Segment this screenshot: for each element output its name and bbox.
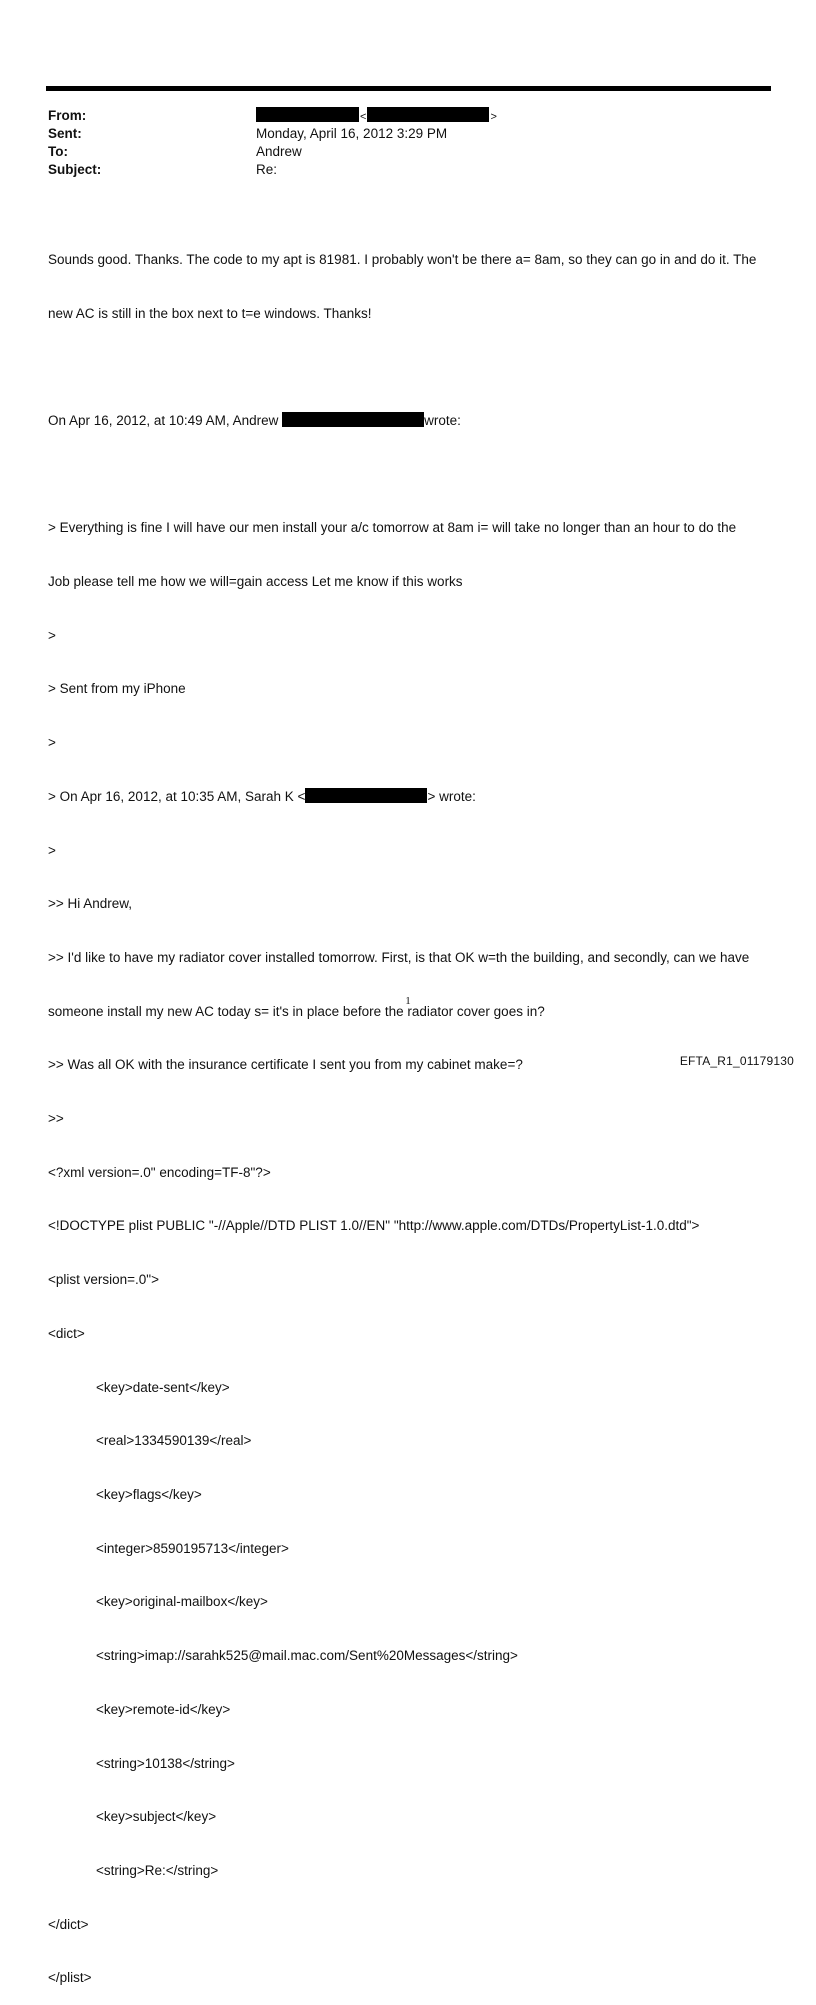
quoted-line: Job please tell me how we will=gain access Let me know if this works — [48, 574, 463, 590]
page-number: 1 — [405, 995, 411, 1007]
to-label: To: — [48, 144, 68, 159]
body-text-line: Sounds good. Thanks. The code to my apt is 81981. I probably won't be there a= 8am, so they can go in and do it. The — [48, 251, 757, 267]
xml-dict-line: <key>subject</key> — [96, 1809, 217, 1825]
xml-dict-line: <string>Re:</string> — [96, 1862, 219, 1878]
from-gt: > — [490, 111, 497, 123]
quoted-line: > — [48, 735, 56, 751]
redaction-box — [305, 788, 427, 803]
quoted-line: > Sent from my iPhone — [48, 681, 186, 697]
quoted-line: >> Hi Andrew, — [48, 896, 133, 912]
from-value — [256, 107, 498, 126]
quoted-line: > — [48, 627, 56, 643]
quote-intro-prefix: On Apr 16, 2012, at 10:49 AM, Andrew — [48, 412, 279, 428]
from-label: From: — [48, 108, 87, 123]
quoted-line: > Everything is fine I will have our men install your a/c tomorrow at 8am i= will take no longer than an hour to do the — [48, 520, 737, 536]
quoted-line: >> — [48, 1111, 64, 1127]
subject-value: Re: — [256, 162, 278, 177]
quoted-line: someone install my new AC today s= it's in place before the radiator cover goes in? — [48, 1003, 545, 1019]
xml-dict-line: <key>original-mailbox</key> — [96, 1594, 268, 1610]
xml-dict-line: <string>imap://sarahk525@mail.mac.com/Sent%20Messages</string> — [96, 1648, 518, 1664]
from-lt: < — [360, 111, 367, 123]
xml-dict-line: <real>1334590139</real> — [96, 1433, 252, 1449]
quoted-line: >> I'd like to have my radiator cover installed tomorrow. First, is that OK w=th the building, and secondly, can we have — [48, 949, 750, 965]
quoted-intro-2-prefix: > On Apr 16, 2012, at 10:35 AM, Sarah K < — [48, 788, 306, 804]
sent-label: Sent: — [48, 126, 82, 141]
message-body — [48, 215, 768, 2005]
xml-dict-line: <integer>8590195713</integer> — [96, 1540, 289, 1556]
quoted-intro-2-suffix: > wrote: — [427, 788, 476, 804]
quoted-intro-2 — [48, 788, 768, 806]
redaction-box — [282, 412, 424, 427]
xml-dict-line: <key>remote-id</key> — [96, 1701, 231, 1717]
quoted-line: >> Was all OK with the insurance certificate I sent you from my cabinet make=? — [48, 1057, 523, 1073]
quoted-line: > — [48, 842, 56, 858]
xml-line: <?xml version=.0" encoding=TF-8"?> — [48, 1164, 271, 1180]
body-text-line: new AC is still in the box next to t=e windows. Thanks! — [48, 305, 372, 321]
xml-line: </dict> — [48, 1916, 89, 1932]
redaction-box — [256, 107, 359, 122]
xml-dict-line: <key>flags</key> — [96, 1486, 202, 1502]
xml-line: <plist version=.0"> — [48, 1272, 159, 1288]
xml-line: <!DOCTYPE plist PUBLIC "-//Apple//DTD PLIST 1.0//EN" "http://www.apple.com/DTDs/PropertyList-1.0.dtd"> — [48, 1218, 700, 1234]
xml-dict-line: <key>date-sent</key> — [96, 1379, 230, 1395]
document-stamp: EFTA_R1_01179130 — [679, 1054, 794, 1068]
to-value: Andrew — [256, 144, 302, 159]
sent-value: Monday, April 16, 2012 3:29 PM — [256, 126, 448, 141]
quote-intro — [48, 412, 768, 430]
subject-label: Subject: — [48, 162, 102, 177]
redaction-box — [367, 107, 489, 122]
xml-line: <dict> — [48, 1325, 85, 1341]
quote-intro-suffix: wrote: — [424, 412, 461, 428]
xml-dict-line: <string>10138</string> — [96, 1755, 235, 1771]
xml-line: </plist> — [48, 1970, 92, 1986]
header-rule — [46, 86, 771, 91]
